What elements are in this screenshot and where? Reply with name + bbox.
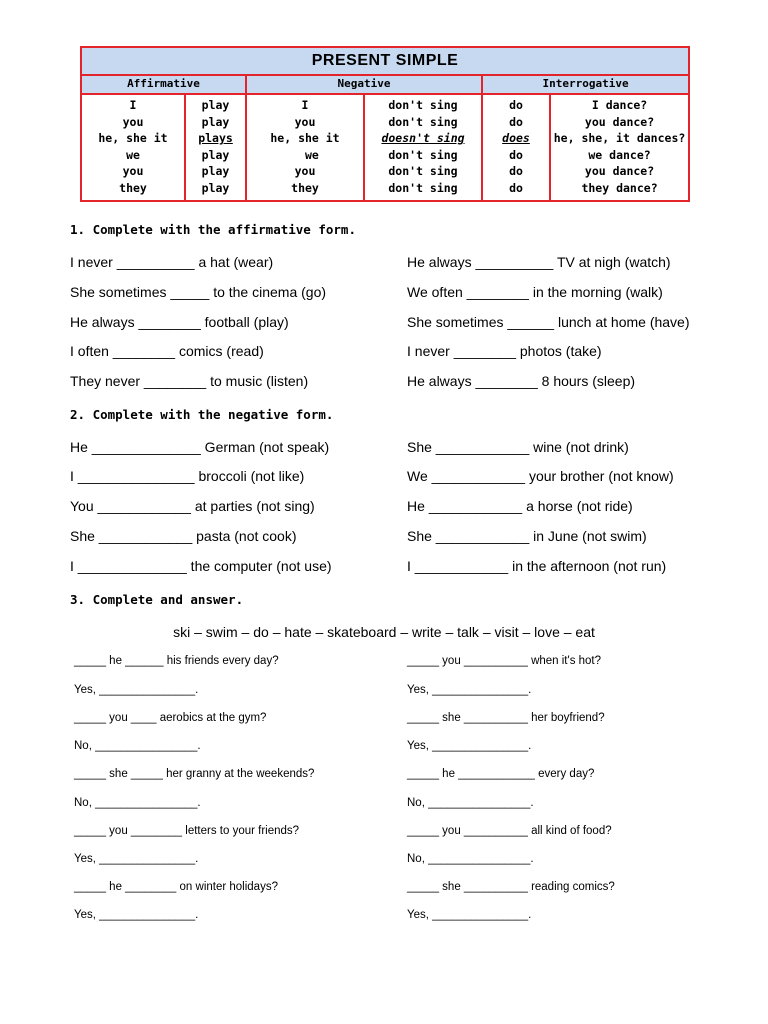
aff-verb-2: plays — [198, 131, 233, 146]
ex3-right-line-9: Yes, _______________. — [407, 909, 532, 921]
neg-verb-3: don't sing — [388, 147, 458, 162]
ex3-left-line-6: _____ you ________ letters to your friends? — [74, 825, 300, 837]
ex2-right-line-0: She ____________ wine (not drink) — [407, 439, 629, 455]
int-aux-0: do — [509, 98, 523, 112]
exercise2-title: 2. Complete with the negative form. — [70, 407, 334, 422]
int-question-5: they dance? — [581, 180, 658, 195]
aff-verb-5: play — [201, 180, 230, 195]
header-affirmative: Affirmative — [81, 75, 246, 94]
ex2-left-line-0: He ______________ German (not speak) — [70, 439, 330, 455]
ex3-right-line-6: _____ you __________ all kind of food? — [407, 825, 612, 837]
exercise3-title: 3. Complete and answer. — [70, 592, 244, 607]
aff-verb-3: play — [201, 147, 230, 162]
ex2-right-line-3: She ____________ in June (not swim) — [407, 528, 647, 544]
header-negative: Negative — [246, 75, 482, 94]
aff-subject-5: they — [119, 180, 147, 195]
affirmative-verbs-cell — [185, 94, 246, 201]
int-aux-2: does — [502, 131, 530, 146]
ex1-left-line-2: He always ________ football (play) — [70, 314, 289, 330]
ex2-right-line-2: He ____________ a horse (not ride) — [407, 498, 633, 514]
present-simple-table — [80, 46, 690, 202]
negative-verbs-cell — [364, 94, 482, 201]
aff-subject-4: you — [122, 164, 144, 179]
ex3-left-line-1: Yes, _______________. — [74, 684, 199, 696]
ex2-left-line-2: You ____________ at parties (not sing) — [70, 498, 315, 514]
neg-verb-2: doesn't sing — [381, 131, 465, 146]
neg-subject-4: you — [294, 164, 316, 179]
ex3-left-line-0: _____ he ______ his friends every day? — [74, 655, 279, 667]
ex3-right-line-8: _____ she __________ reading comics? — [407, 881, 615, 893]
neg-subject-0: I — [301, 98, 309, 112]
ex1-right-line-1: We often ________ in the morning (walk) — [407, 284, 663, 300]
ex1-left-line-3: I often ________ comics (read) — [70, 343, 264, 359]
ex3-right-line-4: _____ he ____________ every day? — [407, 768, 595, 780]
interrogative-questions-cell — [550, 94, 689, 201]
header-interrogative: Interrogative — [482, 75, 689, 94]
int-question-0: I dance? — [591, 98, 648, 112]
affirmative-subjects-cell — [81, 94, 185, 201]
ex3-left-line-7: Yes, _______________. — [74, 853, 199, 865]
aff-subject-3: we — [126, 147, 140, 162]
ex1-left-line-1: She sometimes _____ to the cinema (go) — [70, 284, 327, 300]
ex3-right-line-3: Yes, _______________. — [407, 740, 532, 752]
aff-verb-4: play — [201, 164, 230, 179]
interrogative-aux-cell — [482, 94, 550, 201]
int-aux-1: do — [509, 114, 523, 129]
ex3-left-line-2: _____ you ____ aerobics at the gym? — [74, 712, 267, 724]
int-aux-4: do — [509, 164, 523, 179]
ex3-left-line-9: Yes, _______________. — [74, 909, 199, 921]
neg-verb-1: don't sing — [388, 114, 458, 129]
int-aux-5: do — [509, 180, 523, 195]
ex3-right-line-0: _____ you __________ when it's hot? — [407, 655, 602, 667]
ex2-left-line-4: I ______________ the computer (not use) — [70, 558, 332, 574]
ex3-right-line-1: Yes, _______________. — [407, 684, 532, 696]
neg-verb-4: don't sing — [388, 164, 458, 179]
int-question-3: we dance? — [588, 147, 651, 162]
aff-verb-1: play — [201, 114, 230, 129]
ex2-left-line-1: I _______________ broccoli (not like) — [70, 468, 305, 484]
negative-subjects-cell — [246, 94, 364, 201]
ex1-left-line-0: I never __________ a hat (wear) — [70, 254, 274, 270]
aff-verb-0: play — [201, 98, 230, 112]
neg-verb-5: don't sing — [388, 180, 458, 195]
ex1-right-line-2: She sometimes ______ lunch at home (have) — [407, 314, 690, 330]
int-question-2: he, she, it dances? — [553, 131, 686, 146]
ex1-right-line-4: He always ________ 8 hours (sleep) — [407, 373, 636, 389]
neg-subject-2: he, she it — [270, 131, 340, 146]
ex3-right-line-7: No, ________________. — [407, 853, 534, 865]
ex3-left-line-5: No, ________________. — [74, 797, 201, 809]
ex1-right-line-0: He always __________ TV at nigh (watch) — [407, 254, 671, 270]
neg-subject-1: you — [294, 114, 316, 129]
ex1-left-line-4: They never ________ to music (listen) — [70, 373, 309, 389]
ex3-right-line-2: _____ she __________ her boyfriend? — [407, 712, 605, 724]
ex1-right-line-3: I never ________ photos (take) — [407, 343, 602, 359]
ex2-right-line-4: I ____________ in the afternoon (not run) — [407, 558, 667, 574]
exercise1-title: 1. Complete with the affirmative form. — [70, 222, 356, 237]
int-aux-3: do — [509, 147, 523, 162]
neg-verb-0: don't sing — [388, 98, 458, 112]
ex2-right-line-1: We ____________ your brother (not know) — [407, 468, 674, 484]
table-title: PRESENT SIMPLE — [81, 47, 689, 75]
ex2-left-line-3: She ____________ pasta (not cook) — [70, 528, 297, 544]
word-bank: ski – swim – do – hate – skateboard – write – talk – visit – love – eat — [173, 624, 595, 640]
neg-subject-5: they — [291, 180, 319, 195]
ex3-left-line-8: _____ he ________ on winter holidays? — [74, 881, 278, 893]
ex3-left-line-3: No, ________________. — [74, 740, 201, 752]
int-question-1: you dance? — [584, 114, 655, 129]
ex3-right-line-5: No, ________________. — [407, 797, 534, 809]
aff-subject-0: I — [129, 98, 137, 112]
ex3-left-line-4: _____ she _____ her granny at the weekends? — [74, 768, 315, 780]
int-question-4: you dance? — [584, 164, 655, 179]
aff-subject-1: you — [122, 114, 144, 129]
aff-subject-2: he, she it — [98, 131, 168, 146]
neg-subject-3: we — [291, 147, 319, 162]
